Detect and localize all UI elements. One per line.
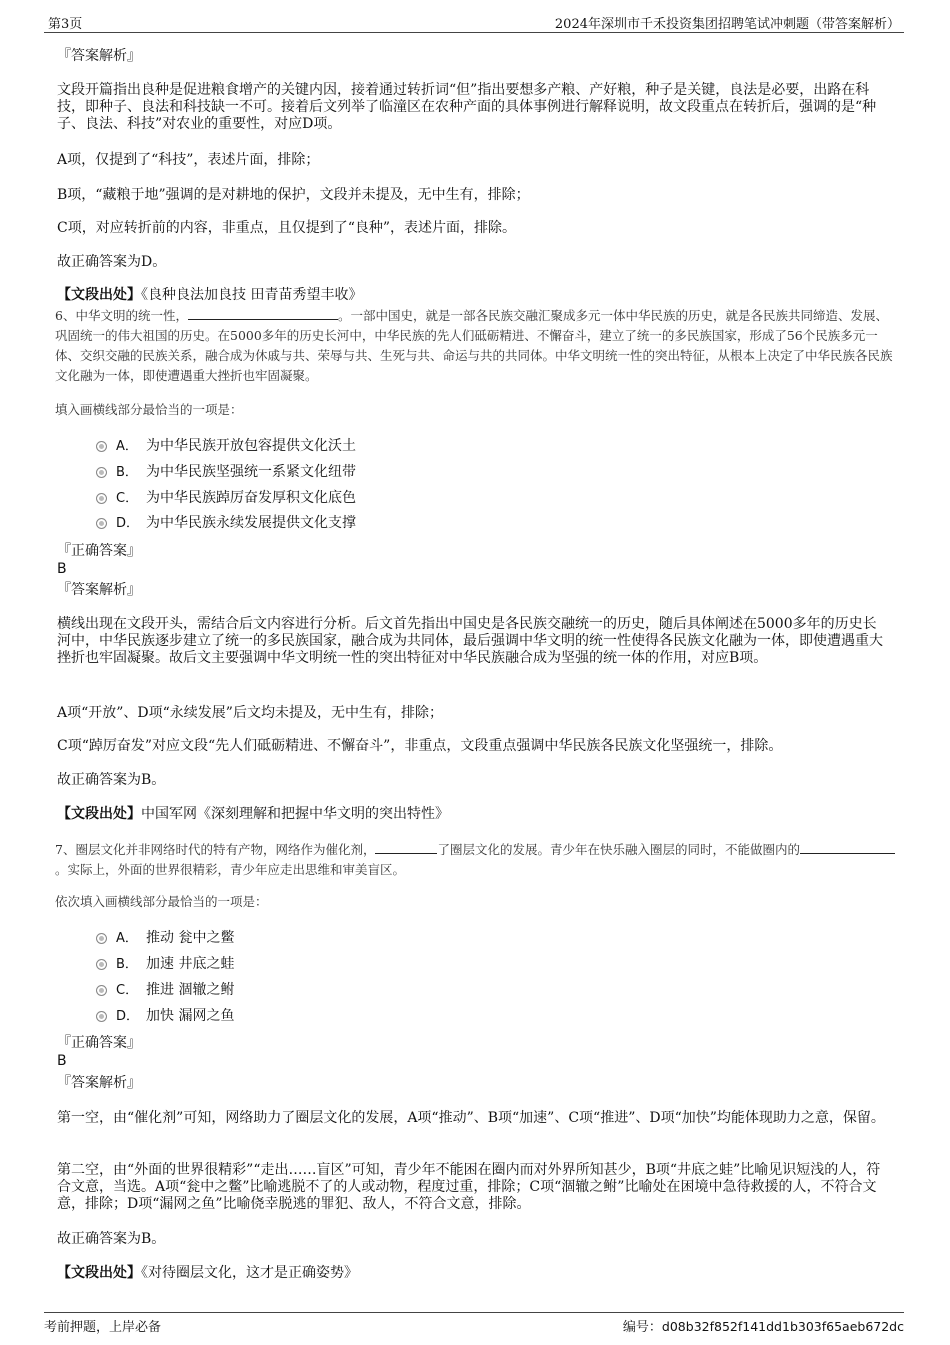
q7-blank-1	[375, 841, 437, 854]
q7-analysis-label: 『答案解析』	[57, 1075, 141, 1091]
q6-blank	[188, 307, 338, 320]
q5-conclusion: 故正确答案为D。	[57, 254, 167, 270]
q6-option-d[interactable]: D． 为中华民族永续发展提供文化支撑	[96, 513, 356, 533]
q5-option-a-analysis: A项，仅提到了“科技”，表述片面，排除；	[57, 152, 320, 168]
radio-icon[interactable]	[96, 933, 107, 944]
footer-slogan: 考前押题，上岸必备	[44, 1320, 162, 1335]
q6-option-c[interactable]: C． 为中华民族踔厉奋发厚积文化底色	[96, 488, 356, 508]
radio-icon[interactable]	[96, 959, 107, 970]
document-code: 编号：d08b32f852f141dd1b303f65aeb672dc	[622, 1319, 904, 1335]
q6-option-b[interactable]: B． 为中华民族坚强统一系紧文化纽带	[96, 462, 356, 482]
q6-analysis: 横线出现在文段开头，需结合后文内容进行分析。后文首先指出中国史是各民族交融统一的历史，随后具体阐述在5000多年的历史长河中，中华民族逐步建立了统一的多民族国家，融合成为共同体，最后强调中华文明的统一性使得各民族文化融为一体，即使遭遇重大挫折也牢固凝聚。故后文主要强调中华文明统一性的突出特征对中华民族融合成为坚强的统一体的作用，对应B项。	[57, 616, 883, 666]
q6-option-a[interactable]: A． 为中华民族开放包容提供文化沃土	[96, 436, 356, 456]
page-header	[44, 12, 904, 33]
q5-option-c-analysis: C项，对应转折前的内容，非重点，且仅提到了“良种”，表述片面，排除。	[57, 220, 517, 236]
q7-source	[57, 1265, 889, 1282]
q6-answer-label: 『正确答案』	[57, 543, 141, 559]
q5-analysis-label: 『答案解析』	[57, 48, 141, 64]
radio-icon[interactable]	[96, 467, 107, 478]
q7-option-b[interactable]: B． 加速 井底之蛙	[96, 954, 234, 974]
q6-source-label: 【文段出处】	[57, 806, 141, 822]
radio-icon[interactable]	[96, 493, 107, 504]
radio-icon[interactable]	[96, 1011, 107, 1022]
q7-source-label: 【文段出处】	[57, 1265, 141, 1281]
q6-source	[57, 806, 889, 823]
q7-analysis-first-blank: 第一空，由“催化剂”可知，网络助力了圈层文化的发展，A项“推动”、B项“加速”、C项“推进”、D项“加快”均能体现助力之意，保留。	[57, 1110, 885, 1126]
q7-stem: 7、圈层文化并非网络时代的特有产物，网络作为催化剂， 了圈层文化的发展。青少年在快乐融入圈层的同时，不能做圈内的。实际上，外面的世界很精彩，青少年应走出思维和审美盲区。	[55, 840, 895, 880]
document-title: 2024年深圳市千禾投资集团招聘笔试冲刺题（带答案解析）	[554, 17, 900, 32]
q6-answer: B	[57, 561, 67, 577]
q7-source-text: 《对待圈层文化，这才是正确姿势》	[141, 1265, 358, 1281]
q6-option-ad-analysis: A项“开放”、D项“永续发展”后文均未提及，无中生有，排除；	[57, 705, 443, 721]
q5-analysis: 文段开篇指出良种是促进粮食增产的关键内因，接着通过转折词“但”指出要想多产粮、产好粮，种子是关键，良法是必要，出路在科技，即种子、良法和科技缺一不可。接着后文列举了临潼区在农种产面的具体事例进行解释说明，故文段重点在转折后，强调的是“种子、良法、科技”对农业的重要性，对应D项。	[57, 82, 877, 132]
q7-option-d[interactable]: D． 加快 漏网之鱼	[96, 1006, 234, 1026]
q7-answer-label: 『正确答案』	[57, 1035, 141, 1051]
radio-icon[interactable]	[96, 441, 107, 452]
q6-analysis-label: 『答案解析』	[57, 582, 141, 598]
radio-icon[interactable]	[96, 518, 107, 529]
q6-prompt: 填入画横线部分最恰当的一项是：	[55, 402, 243, 417]
q6-conclusion: 故正确答案为B。	[57, 772, 166, 788]
q7-analysis-second-blank: 第二空，由“外面的世界很精彩”“走出……盲区”可知，青少年不能困在圈内而对外界所知甚少，B项“井底之蛙”比喻见识短浅的人，符合文意，当选。A项“瓮中之鳖”比喻逃脱不了的人或动物，程度过重，排除；C项“涸辙之鲋”比喻处在困境中急待救援的人，不符合文意，排除；D项“漏网之鱼”比喻侥幸脱逃的罪犯、敌人，不符合文意，排除。	[57, 1162, 881, 1212]
q7-prompt: 依次填入画横线部分最恰当的一项是：	[55, 894, 268, 909]
q5-source-label: 【文段出处】	[57, 287, 141, 303]
q6-option-c-analysis: C项“踔厉奋发”对应文段“先人们砥砺精进、不懈奋斗”，非重点，文段重点强调中华民族各民族文化坚强统一，排除。	[57, 738, 783, 754]
q7-conclusion: 故正确答案为B。	[57, 1231, 166, 1247]
page-footer	[44, 1312, 904, 1335]
page-number: 第3页	[48, 17, 83, 32]
q7-number: 7、	[55, 842, 76, 857]
q6-number: 6、	[55, 308, 76, 323]
q5-source	[57, 287, 889, 304]
q6-stem: 6、中华文明的统一性， 。一部中国史，就是一部各民族交融汇聚成多元一体中华民族的历史，就是各民族共同缔造、发展、巩固统一的伟大祖国的历史。在5000多年的历史长河中，中华民族的先人们砥砺精进、不懈奋斗，建立了统一的多民族国家，形成了56个民族多元一体、交织交融的民族关系，融合成为休戚与共、荣辱与共、生死与共、命运与共的共同体。中华文明统一性的突出特征，从根本上决定了中华民族各民族文化融为一体，即使遭遇重大挫折也牢固凝聚。	[55, 308, 893, 383]
q6-source-text: 中国军网《深刻理解和把握中华文明的突出特性》	[141, 806, 449, 822]
q7-option-c[interactable]: C． 推进 涸辙之鲋	[96, 980, 234, 1000]
q7-blank-2	[800, 841, 895, 854]
q7-answer: B	[57, 1053, 67, 1069]
q5-source-text: 《良种良法加良技 田青苗秀望丰收》	[141, 287, 363, 303]
q7-option-a[interactable]: A． 推动 瓮中之鳖	[96, 928, 234, 948]
radio-icon[interactable]	[96, 985, 107, 996]
q5-option-b-analysis: B项，“藏粮于地”强调的是对耕地的保护，文段并未提及，无中生有，排除；	[57, 187, 530, 203]
